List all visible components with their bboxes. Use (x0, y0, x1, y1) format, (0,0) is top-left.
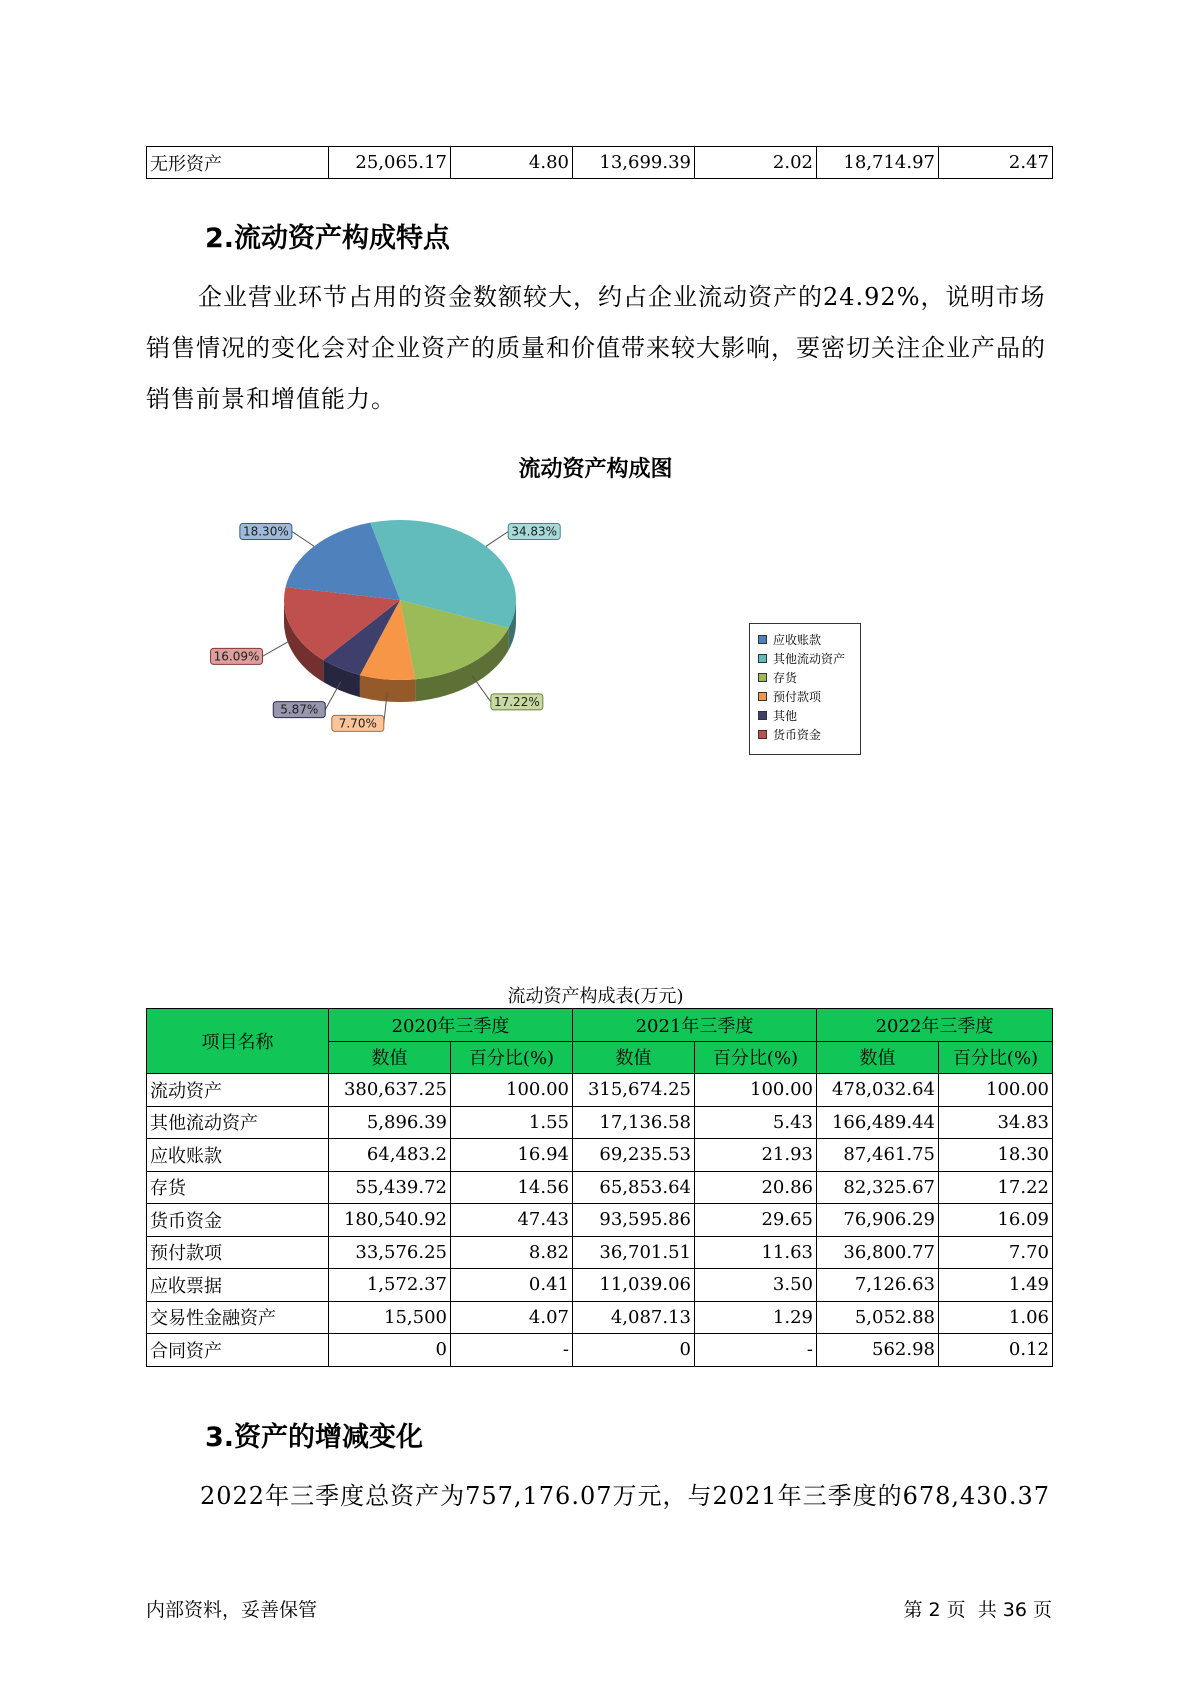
legend-item (758, 668, 852, 687)
period-header: 2022年三季度 (817, 1009, 1053, 1042)
legend-label: 预付款项 (773, 690, 822, 704)
cell-value: 82,325.67 (817, 1171, 939, 1204)
cell-percent: 1.29 (695, 1301, 817, 1334)
cell-percent: 34.83 (939, 1106, 1053, 1139)
cell-percent: 47.43 (451, 1204, 573, 1237)
cell-percent: 2.02 (695, 147, 817, 179)
legend-swatch (758, 711, 767, 720)
cell-value: 15,500 (329, 1301, 451, 1334)
pie-data-label: 7.70% (338, 716, 377, 731)
legend-item (758, 725, 852, 744)
cell-percent: 21.93 (695, 1139, 817, 1172)
cell-value: 7,126.63 (817, 1269, 939, 1302)
table-header-row (147, 1009, 1053, 1042)
cell-value: 13,699.39 (573, 147, 695, 179)
legend-item (758, 630, 852, 649)
cell-percent: 0.12 (939, 1334, 1053, 1367)
percent-header: 百分比(%) (695, 1041, 817, 1074)
cell-value: 4,087.13 (573, 1301, 695, 1334)
cell-percent: 16.94 (451, 1139, 573, 1172)
cell-percent: 14.56 (451, 1171, 573, 1204)
percent-header: 百分比(%) (939, 1041, 1053, 1074)
pie-leader-line (486, 532, 508, 547)
cell-value: 69,235.53 (573, 1139, 695, 1172)
table-row (147, 1139, 1053, 1172)
intangible-assets-table (146, 146, 1053, 179)
pie-data-label: 16.09% (213, 649, 260, 664)
cell-percent: 1.55 (451, 1106, 573, 1139)
row-label: 合同资产 (147, 1334, 329, 1367)
value-header: 数值 (573, 1041, 695, 1074)
legend-label: 货币资金 (773, 728, 822, 742)
cell-percent: 4.80 (451, 147, 573, 179)
cell-percent: 5.43 (695, 1106, 817, 1139)
pie-chart (213, 520, 600, 760)
cell-value: 5,896.39 (329, 1106, 451, 1139)
legend-label: 其他流动资产 (773, 652, 846, 666)
row-label: 存货 (147, 1171, 329, 1204)
cell-value: 0 (329, 1334, 451, 1367)
pie-top-group (284, 520, 516, 680)
cell-value: 5,052.88 (817, 1301, 939, 1334)
table-body (147, 1074, 1053, 1367)
period-header: 2021年三季度 (573, 1009, 817, 1042)
row-label: 交易性金融资产 (147, 1301, 329, 1334)
page-number: 第 2 页 共 36 页 (903, 1599, 1052, 1621)
cell-percent: 1.49 (939, 1269, 1053, 1302)
cell-value: 180,540.92 (329, 1204, 451, 1237)
cell-percent: 100.00 (451, 1074, 573, 1107)
table-row (147, 1301, 1053, 1334)
pie-leader-line (263, 640, 291, 656)
period-header: 2020年三季度 (329, 1009, 573, 1042)
legend-item (758, 649, 852, 668)
cell-value: 65,853.64 (573, 1171, 695, 1204)
legend-swatch (758, 692, 767, 701)
cell-percent: 100.00 (939, 1074, 1053, 1107)
pie-leader-line (472, 676, 491, 702)
table-row (147, 1236, 1053, 1269)
table-row (147, 1204, 1053, 1237)
cell-value: 315,674.25 (573, 1074, 695, 1107)
cell-percent: 1.06 (939, 1301, 1053, 1334)
cell-percent: 0.41 (451, 1269, 573, 1302)
value-header: 数值 (329, 1041, 451, 1074)
table-caption: 流动资产构成表(万元) (507, 986, 684, 1007)
percent-header: 百分比(%) (451, 1041, 573, 1074)
legend-swatch (758, 635, 767, 644)
cell-value: 87,461.75 (817, 1139, 939, 1172)
legend-label: 其他 (773, 709, 798, 723)
pie-data-label: 5.87% (280, 702, 319, 717)
cell-value: 1,572.37 (329, 1269, 451, 1302)
pie-data-label: 34.83% (511, 524, 558, 539)
section-heading-3: 3.资产的增减变化 (205, 1422, 424, 1453)
row-label: 预付款项 (147, 1236, 329, 1269)
cell-percent: 16.09 (939, 1204, 1053, 1237)
section-paragraph-3: 2022年三季度总资产为757,176.07万元，与2021年三季度的678,430.37 (200, 1482, 1050, 1510)
cell-percent: - (695, 1334, 817, 1367)
section-heading-2: 2.流动资产构成特点 (205, 223, 451, 254)
cell-percent: 17.22 (939, 1171, 1053, 1204)
table-row (147, 147, 1053, 179)
cell-percent: 4.07 (451, 1301, 573, 1334)
chart-title: 流动资产构成图 (518, 457, 673, 482)
row-label: 无形资产 (147, 147, 329, 179)
legend-label: 应收账款 (773, 633, 822, 647)
row-label: 货币资金 (147, 1204, 329, 1237)
cell-percent: 3.50 (695, 1269, 817, 1302)
section-paragraph-2: 企业营业环节占用的资金数额较大，约占企业流动资产的24.92%，说明市场销售情况的变化会对企业资产的质量和价值带来较大影响，要密切关注企业产品的销售前景和增值能力。 (146, 283, 1046, 413)
legend-swatch (758, 654, 767, 663)
cell-value: 17,136.58 (573, 1106, 695, 1139)
cell-value: 18,714.97 (817, 147, 939, 179)
row-label: 应收账款 (147, 1139, 329, 1172)
item-name-header: 项目名称 (147, 1009, 329, 1074)
cell-percent: 8.82 (451, 1236, 573, 1269)
cell-percent: 29.65 (695, 1204, 817, 1237)
cell-percent: 11.63 (695, 1236, 817, 1269)
row-label: 其他流动资产 (147, 1106, 329, 1139)
legend-label: 存货 (773, 671, 798, 685)
cell-percent: 18.30 (939, 1139, 1053, 1172)
current-assets-table (146, 1008, 1053, 1367)
cell-value: 562.98 (817, 1334, 939, 1367)
cell-value: 64,483.2 (329, 1139, 451, 1172)
value-header: 数值 (817, 1041, 939, 1074)
pie-data-label: 18.30% (242, 524, 289, 539)
row-label: 应收票据 (147, 1269, 329, 1302)
cell-percent: 2.47 (939, 147, 1053, 179)
legend-item (758, 706, 852, 725)
table-row (147, 1269, 1053, 1302)
table-row (147, 1074, 1053, 1107)
cell-percent: - (451, 1334, 573, 1367)
cell-value: 93,595.86 (573, 1204, 695, 1237)
table-row (147, 1334, 1053, 1367)
cell-percent: 100.00 (695, 1074, 817, 1107)
row-label: 流动资产 (147, 1074, 329, 1107)
cell-value: 36,701.51 (573, 1236, 695, 1269)
cell-value: 478,032.64 (817, 1074, 939, 1107)
cell-percent: 7.70 (939, 1236, 1053, 1269)
cell-value: 36,800.77 (817, 1236, 939, 1269)
cell-value: 25,065.17 (329, 147, 451, 179)
cell-value: 380,637.25 (329, 1074, 451, 1107)
legend-swatch (758, 673, 767, 682)
chart-legend (749, 623, 861, 755)
table-row (147, 1171, 1053, 1204)
footer-left: 内部资料，妥善保管 (146, 1599, 318, 1621)
cell-value: 76,906.29 (817, 1204, 939, 1237)
legend-swatch (758, 730, 767, 739)
cell-value: 11,039.06 (573, 1269, 695, 1302)
pie-leader-line (292, 531, 314, 546)
cell-percent: 20.86 (695, 1171, 817, 1204)
cell-value: 33,576.25 (329, 1236, 451, 1269)
pie-data-label: 17.22% (493, 694, 540, 709)
cell-value: 55,439.72 (329, 1171, 451, 1204)
cell-value: 0 (573, 1334, 695, 1367)
cell-value: 166,489.44 (817, 1106, 939, 1139)
legend-item (758, 687, 852, 706)
table-row (147, 1106, 1053, 1139)
